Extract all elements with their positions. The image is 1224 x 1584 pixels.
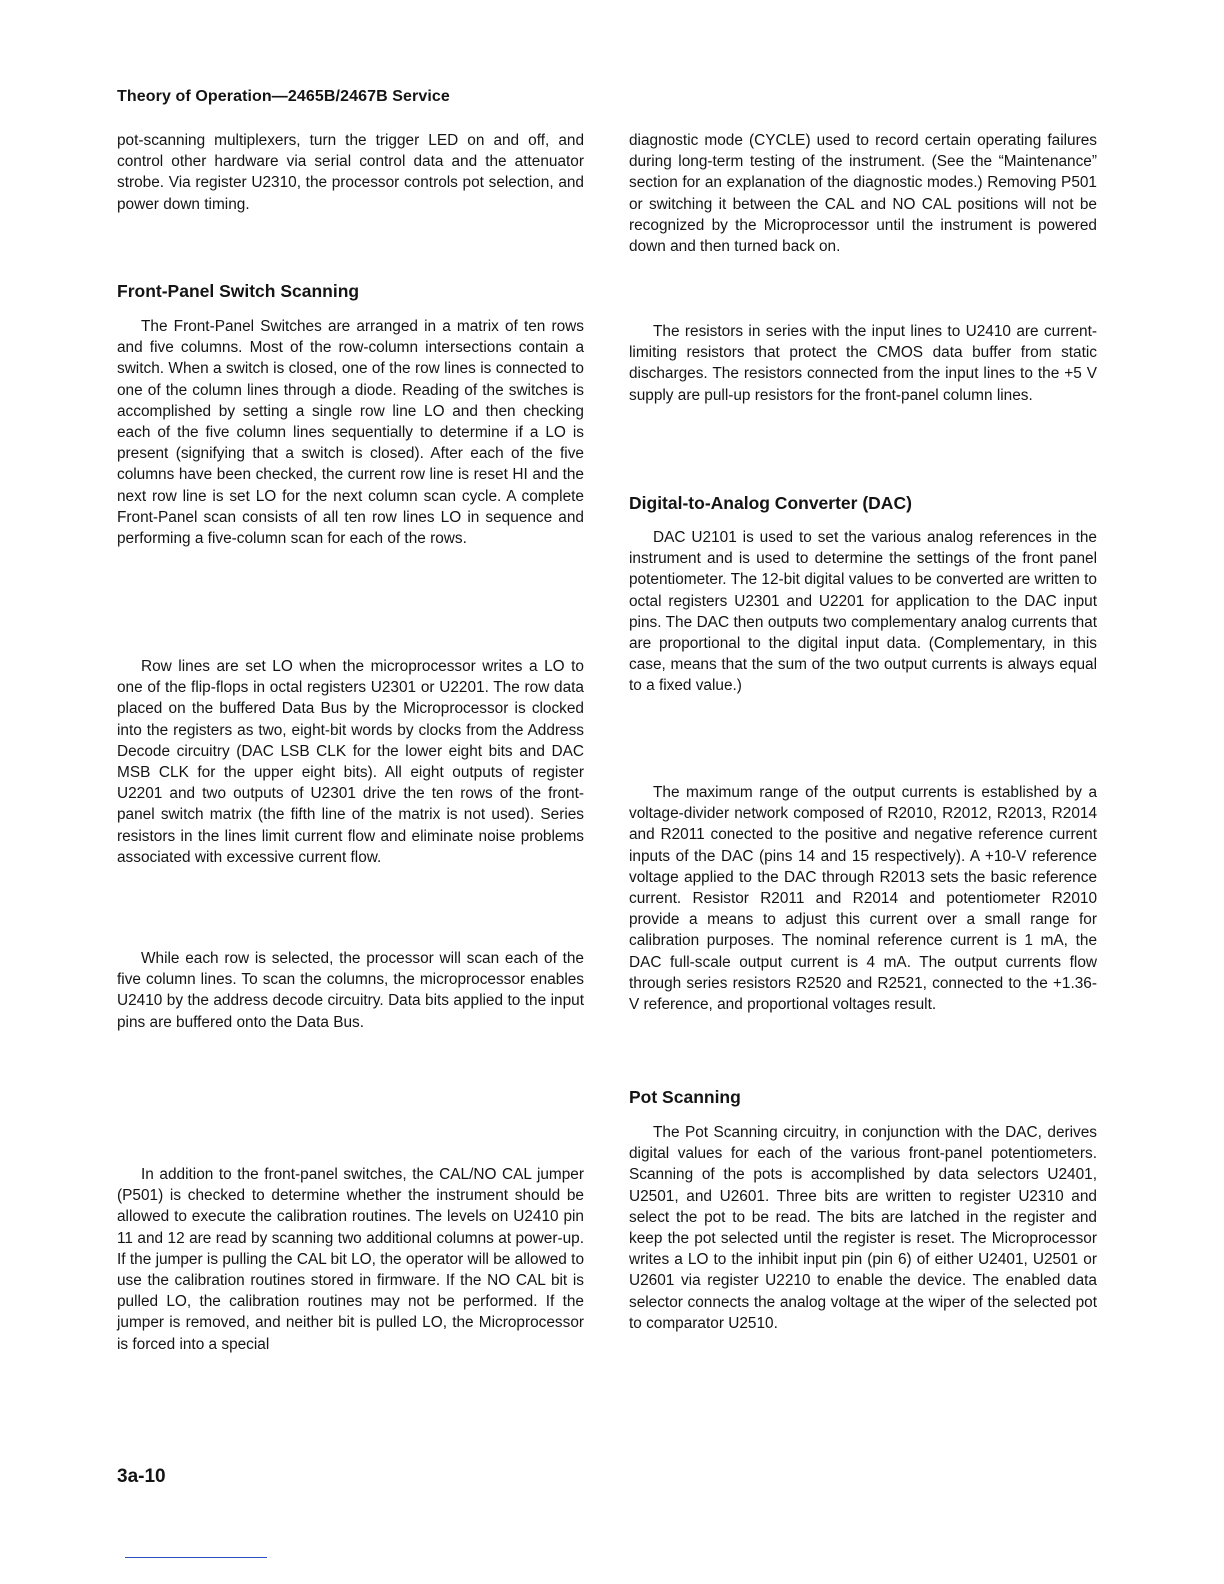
heading-front-panel-switch-scanning: Front-Panel Switch Scanning [117,281,360,301]
running-head: Theory of Operation—2465B/2467B Service [117,88,450,105]
paragraph-diagnostic-mode: diagnostic mode (CYCLE) used to record certain operating failures during long-term testing of the instrument. (See the “Maintenance” section for an explanation of the diagnostic modes.) Removing P501 or switching it between the CAL and NO CAL positions will not be recognized by the Microprocessor until the instrument is powered down and then turned back on. [629,132,1097,256]
footer-rule [125,1557,267,1558]
paragraph-column-scan: While each row is selected, the processor will scan each of the five column lines. To scan the columns, the microprocessor enables U2410 by the address decode circuitry. Data bits applied to the input pins are buffered onto the Data Bus. [117,950,584,1031]
paragraph-cal-jumper: In addition to the front-panel switches, the CAL/NO CAL jumper (P501) is checked to determine whether the instrument should be allowed to execute the calibration routines. The levels on U2410 pin 11 and 12 are read by scanning two additional columns at power-up. If the jumper is pulling the CAL bit LO, the operator will be allowed to use the calibration routines stored in firmware. If the NO CAL bit is pulled LO, the calibration routines may not be performed. If the jumper is removed, and neither bit is pulled LO, the Microprocessor is forced into a special [117,1166,584,1353]
paragraph-dac: DAC U2101 is used to set the various analog references in the instrument and is used to determine the settings of the front panel potentiometer. The 12-bit digital values to be converted are written to octal registers U2301 and U2201 for application to the DAC input pins. The DAC then outputs two complementary analog currents that are proportional to the digital input data. (Complementary, in this case, means that the sum of the two output currents is always equal to a fixed value.) [629,529,1097,695]
paragraph-output-current-range: The maximum range of the output currents is established by a voltage-divider network composed of R2010, R2012, R2013, R2014 and R2011 conected to the positive and negative reference current inputs of the DAC (pins 14 and 15 respectively). A +10-V reference voltage applied to the DAC through R2013 sets the basic reference current. Resistor R2011 and R2014 and potentiometer R2010 provide a means to adjust this current over a small range for calibration purposes. The nominal reference current is 1 mA, the DAC full-scale output current is 4 mA. The output currents flow through series resistors R2520 and R2521, connected to the +1.36-V reference, and proportional voltages result. [629,784,1097,1014]
paragraph-row-lines: Row lines are set LO when the microprocessor writes a LO to one of the flip-flops in octal registers U2301 or U2201. The row data placed on the buffered Data Bus by the Microprocessor is clocked into the registers as two, eight-bit words by clocks from the Address Decode circuitry (DAC LSB CLK for the lower eight bits and DAC MSB CLK for the upper eight bits). All eight outputs of register U2201 and two outputs of U2301 drive the ten rows of the front-panel switch matrix (the fifth line of the matrix is not used). Series resistors in the lines limit current flow and eliminate noise problems associated with excessive current flow. [117,658,584,866]
heading-pot-scanning: Pot Scanning [629,1087,741,1107]
paragraph-switch-matrix: The Front-Panel Switches are arranged in a matrix of ten rows and five columns. Most of the row-column intersections contain a switch. When a switch is closed, one of the row lines is connected to one of the column lines through a diode. Reading of the switches is accomplished by setting a single row line LO and then checking each of the five column lines sequentially to determine if a LO is present (signifying that a switch is closed). After each of the five columns have been checked, the current row line is reset HI and the next row line is set LO for the next column scan cycle. A complete Front-Panel scan consists of all ten row lines LO in sequence and performing a five-column scan for each of the rows. [117,318,584,548]
left-intro-paragraph: pot-scanning multiplexers, turn the trigger LED on and off, and control other hardware via serial control data and the attenuator strobe. Via register U2310, the processor controls pot selection, and power down timing. [117,132,584,213]
paragraph-pot-scanning: The Pot Scanning circuitry, in conjunction with the DAC, derives digital values for each of the various front-panel potentiometers. Scanning of the pots is accomplished by data selectors U2401, U2501, and U2601. Three bits are written to register U2310 and select the pot to be read. The bits are latched in the register and keep the pot selected until the register is reset. The Microprocessor writes a LO to the inhibit input pin (pin 6) of either U2401, U2501 or U2601 via register U2210 to enable the device. The enabled data selector connects the analog voltage at the wiper of the selected pot to comparator U2510. [629,1124,1097,1332]
paragraph-current-limiting-resistors: The resistors in series with the input lines to U2410 are current-limiting resistors that protect the CMOS data buffer from static discharges. The resistors connected from the input lines to the +5 V supply are pull-up resistors for the front-panel column lines. [629,323,1097,404]
heading-dac: Digital-to-Analog Converter (DAC) [629,493,912,513]
page-number: 3a-10 [117,1466,166,1487]
